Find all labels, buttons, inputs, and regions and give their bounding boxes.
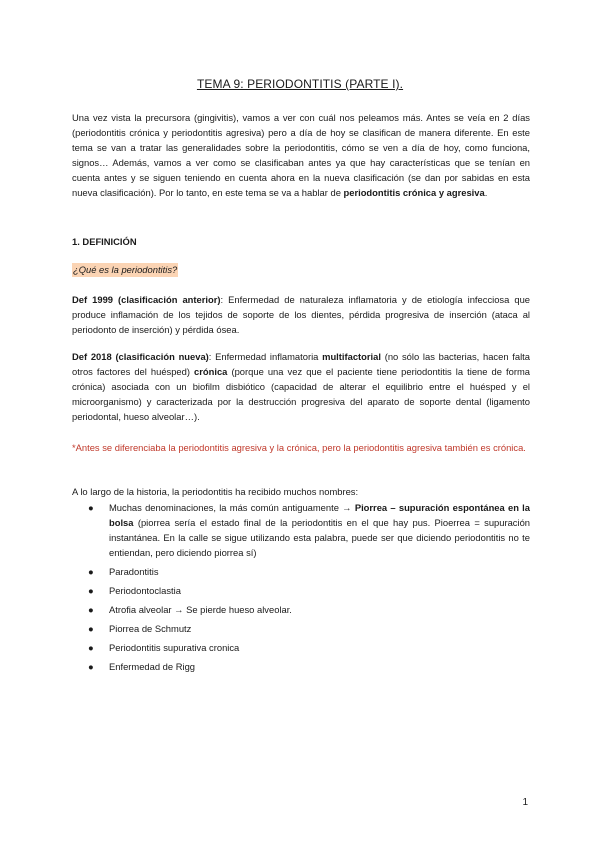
def-2018-bold-2: crónica bbox=[194, 366, 228, 377]
list-item-text: Piorrea de Schmutz bbox=[109, 623, 192, 634]
intro-text: Una vez vista la precursora (gingivitis), vamos a ver con cuál nos peleamos más. Antes se veía en 2 días (periodontitis crónica y periodontitis agresiva) pero a día de hoy se clasifican de manera diferente. En este tema se van a tratar las generalidades sobre la periodontitis, cómo se ven a día de hoy, como funciona, signos… Además, vamos a ver como se clasificaban antes ya que hay características que se tenían en cuenta antes y se siguen teniendo en cuenta ahora en la nueva clasificación (se dan por sabidas en esta nueva clasificación). Por lo tanto, en este tema se va a hablar de bbox=[72, 112, 530, 198]
highlighted-question: ¿Qué es la periodontitis? bbox=[73, 264, 178, 275]
page-number: 1 bbox=[522, 797, 528, 808]
def-2018-bold-1: multifactorial bbox=[322, 351, 381, 362]
def-1999-text: : Enfermedad de naturaleza inflamatoria y de etiología infecciosa que produce inflamación de los tejidos de soporte de los dientes, pérdida progresiva de inserción (ataca al periodonto de inserción) y pérdida ósea. bbox=[72, 294, 530, 335]
list-item-bold: Piorrea – supuración espontánea en la bolsa bbox=[109, 502, 531, 528]
bullet-icon: ● bbox=[88, 642, 94, 653]
def-2018-text-2: (no sólo las bacterias, hacen falta otros factores del huésped) bbox=[72, 351, 530, 377]
bullet-icon: ● bbox=[88, 661, 94, 672]
bullet-icon: ● bbox=[88, 566, 94, 577]
list-item-text: Atrofia alveolar → Se pierde hueso alveolar. bbox=[109, 604, 292, 615]
intro-end: . bbox=[484, 187, 488, 198]
def-2018-text-3: (porque una vez que el paciente tiene periodontitis la tiene de forma crónica) asociada con un biofilm disbiótico (capacidad de alterar el equilibrio entre el huésped y el microorganismo) y caracterizada por la destrucción progresiva del aparato de soporte dental (ligamento periodontal, hueso alveolar…). bbox=[72, 366, 530, 422]
intro-paragraph bbox=[72, 110, 530, 200]
bullet-icon: ● bbox=[88, 502, 94, 513]
section-heading-definicion: 1. DEFINICIÓN bbox=[72, 236, 137, 247]
bullet-icon: ● bbox=[88, 623, 94, 634]
list-item bbox=[84, 564, 530, 579]
history-intro: A lo largo de la historia, la periodontitis ha recibido muchos nombres: bbox=[72, 486, 359, 497]
red-note: *Antes se diferenciaba la periodontitis agresiva y la crónica, pero la periodontitis agresiva también es crónica. bbox=[72, 442, 526, 453]
list-item-text: Periodontoclastia bbox=[109, 585, 181, 596]
list-item bbox=[84, 659, 530, 674]
list-item bbox=[84, 583, 530, 598]
def-2018-label: Def 2018 bbox=[72, 351, 112, 362]
definition-2018 bbox=[72, 349, 530, 424]
list-item-text: Muchas denominaciones, la más común antiguamente → bbox=[109, 502, 355, 513]
list-item bbox=[84, 640, 530, 655]
def-1999-label: Def 1999 bbox=[72, 294, 113, 305]
page-title: TEMA 9: PERIODONTITIS (PARTE I). bbox=[196, 77, 404, 91]
def-1999-paren: (clasificación anterior) bbox=[118, 294, 221, 305]
list-item-text-2: (piorrea sería el estado final de la periodontitis en el que hay pus. Pioerrea = supuración instantánea. En la calle se sigue utilizando esta palabra, puede ser que diciendo periodontitis no te entiendan, pero diciendo piorrea sí) bbox=[109, 517, 530, 558]
bullet-icon: ● bbox=[88, 585, 94, 596]
bullet-icon: ● bbox=[88, 604, 94, 615]
def-2018-text-1: : Enfermedad inflamatoria bbox=[208, 351, 323, 362]
names-list bbox=[84, 500, 530, 678]
list-item bbox=[84, 500, 530, 560]
list-item-text: Periodontitis supurativa cronica bbox=[109, 642, 240, 653]
list-item bbox=[84, 621, 530, 636]
list-item bbox=[84, 602, 530, 617]
list-item-text: Paradontitis bbox=[109, 566, 159, 577]
intro-bold-topic: periodontitis crónica y agresiva bbox=[343, 187, 485, 198]
def-2018-paren: (clasificación nueva) bbox=[115, 351, 209, 362]
definition-1999 bbox=[72, 292, 530, 337]
list-item-text: Enfermedad de Rigg bbox=[109, 661, 195, 672]
